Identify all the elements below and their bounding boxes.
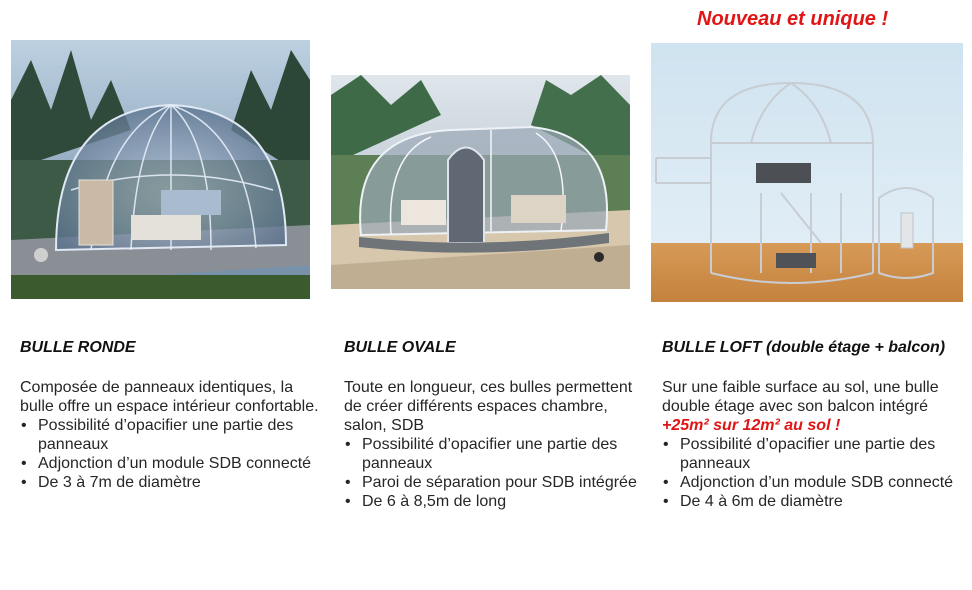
list-item: • Possibilité d’opacifier une partie des panneaux: [663, 436, 936, 472]
bullet-icon: •: [345, 493, 351, 510]
list-item: • Paroi de séparation pour SDB intégrée: [345, 474, 637, 491]
list-item: • Possibilité d’opacifier une partie des panneaux: [345, 436, 618, 472]
loft-bubble-photo: [651, 43, 963, 302]
column-description: Composée de panneaux identiques, la bulle offre un espace intérieur confortable.: [20, 379, 319, 415]
list-item: • Adjonction d’un module SDB connecté: [21, 455, 312, 472]
new-badge: Nouveau et unique !: [697, 8, 889, 30]
bullet-icon: •: [663, 474, 669, 491]
bullet-icon: •: [345, 436, 351, 453]
oval-bubble-photo: [331, 75, 630, 289]
feature-list: [20, 416, 330, 492]
bullet-icon: •: [21, 455, 27, 472]
feature-list: [344, 435, 654, 511]
bullet-icon: •: [663, 493, 669, 510]
column-description: Toute en longueur, ces bulles permettent de créer différents espaces chambre, salon, SDB: [344, 379, 633, 434]
round-bubble-photo: [11, 40, 310, 299]
column-title: BULLE RONDE: [20, 339, 136, 356]
bullet-icon: •: [21, 417, 27, 434]
list-item: • De 6 à 8,5m de long: [345, 493, 507, 510]
list-item: • De 3 à 7m de diamètre: [21, 474, 201, 491]
bullet-icon: •: [21, 474, 27, 491]
loft-bubble-column: [662, 338, 970, 511]
list-item: • De 4 à 6m de diamètre: [663, 493, 843, 510]
column-description: Sur une faible surface au sol, une bulle double étage avec son balcon intégré: [662, 379, 939, 415]
column-title: BULLE OVALE: [344, 339, 456, 356]
bullet-icon: •: [345, 474, 351, 491]
surface-highlight: +25m² sur 12m² au sol !: [662, 417, 841, 434]
list-item: • Possibilité d’opacifier une partie des panneaux: [21, 417, 294, 453]
feature-list: [662, 435, 970, 511]
oval-bubble-column: [344, 338, 654, 511]
round-bubble-column: [20, 338, 330, 492]
bullet-icon: •: [663, 436, 669, 453]
column-title: BULLE LOFT (double étage + balcon): [662, 339, 946, 356]
list-item: • Adjonction d’un module SDB connecté: [663, 474, 954, 491]
